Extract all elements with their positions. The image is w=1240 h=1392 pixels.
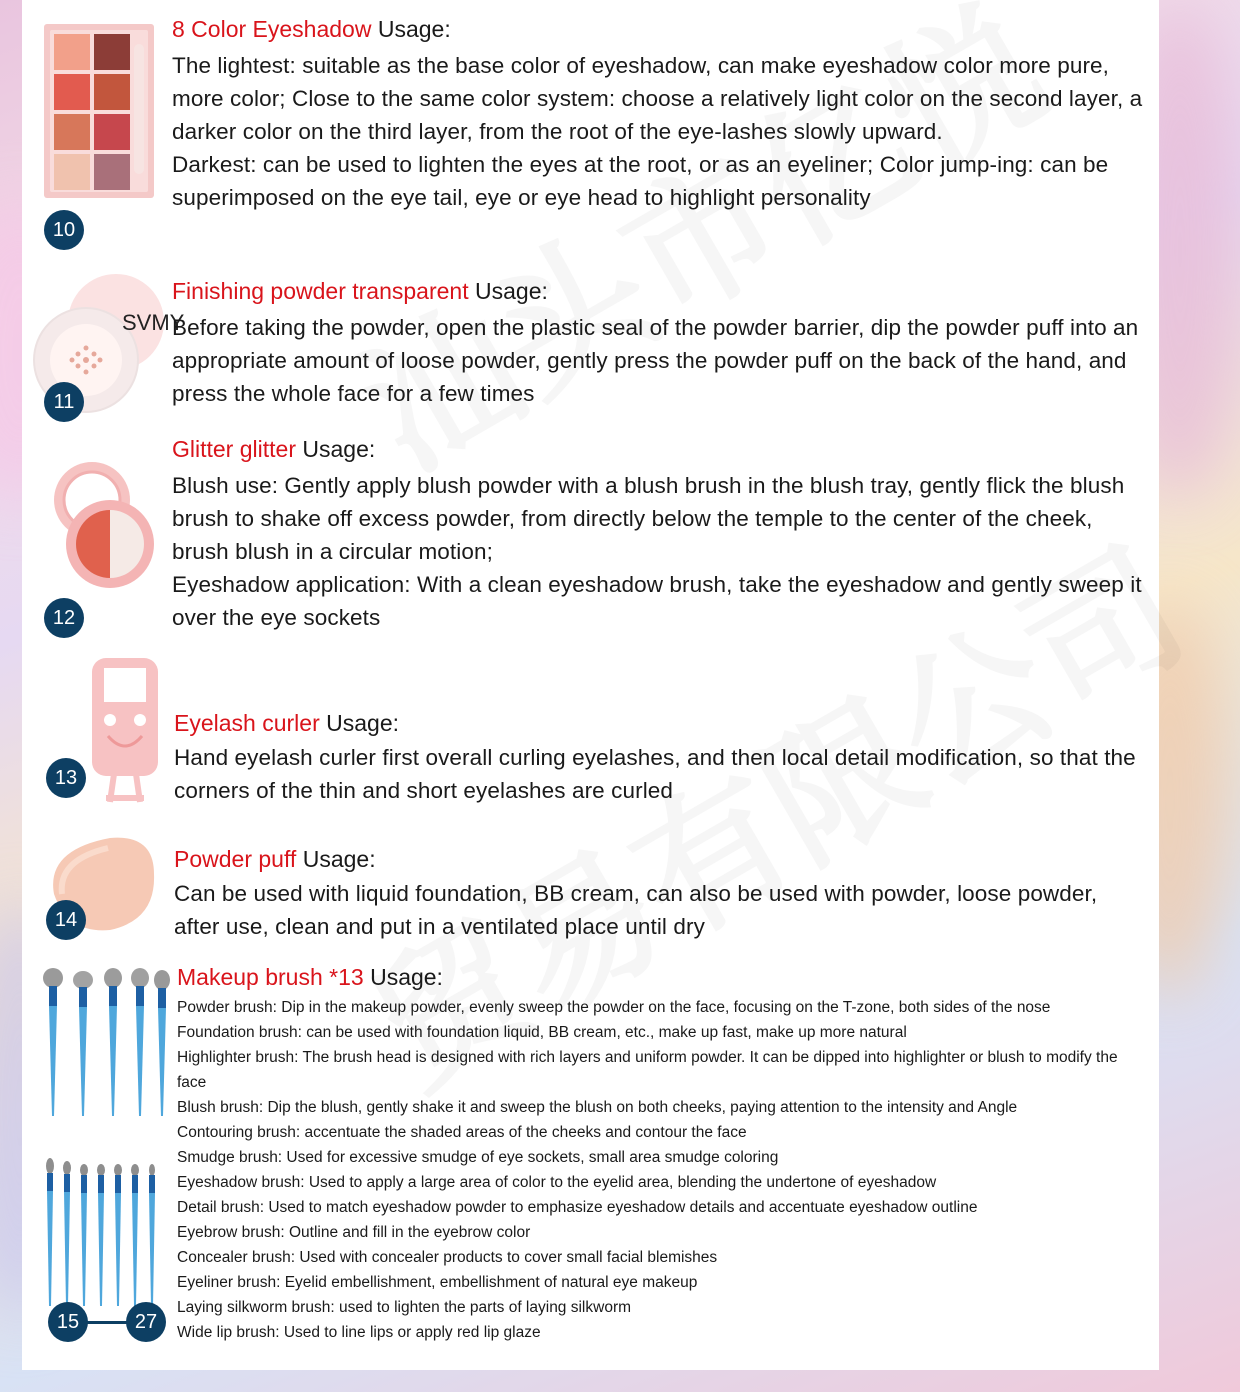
item-title: Makeup brush *13 xyxy=(177,964,364,990)
item-finishing-powder xyxy=(22,262,1159,422)
item-text xyxy=(172,276,1147,410)
item-title: Powder puff xyxy=(174,846,297,872)
usage-label: Usage: xyxy=(371,16,451,42)
item-title: Glitter glitter xyxy=(172,436,296,462)
brush-usage-line: Foundation brush: can be used with foundation liquid, BB cream, etc., make up fast, make up more natural xyxy=(177,1024,907,1041)
brush-usage-line: Contouring brush: accentuate the shaded areas of the cheeks and contour the face xyxy=(177,1124,747,1141)
item-paragraph: Darkest: can be used to lighten the eyes at the root, or as an eyeliner; Color jump-ing: can be superimposed on the eye tail, eye or eye head to highlight personality xyxy=(172,152,1109,210)
item-title: Eyelash curler xyxy=(174,710,320,736)
brush-usage-line: Powder brush: Dip in the makeup powder, evenly sweep the powder on the face, focusing on the T-zone, both sides of the nose xyxy=(177,999,1051,1016)
item-paragraph: The lightest: suitable as the base color of eyeshadow, can make eyeshadow color more pure, more color; Close to the same color system: choose a relatively light color on the second layer, a darker color on the third layer, from the root of the eye-lashes slowly upward. xyxy=(172,53,1143,144)
usage-label: Usage: xyxy=(363,964,443,990)
usage-label: Usage: xyxy=(468,278,548,304)
brush-usage-line: Laying silkworm brush: used to lighten the parts of laying silkworm xyxy=(177,1299,632,1316)
item-title: 8 Color Eyeshadow xyxy=(172,16,372,42)
range-connector xyxy=(86,1321,130,1324)
item-number-badge: 14 xyxy=(46,900,86,940)
brush-usage-line: Detail brush: Used to match eyeshadow powder to emphasize eyeshadow details and accentuate eyeshadow outline xyxy=(177,1199,978,1216)
item-number-badge: 11 xyxy=(44,382,84,422)
item-number-badge: 12 xyxy=(44,598,84,638)
item-text xyxy=(174,844,1147,943)
item-eyeshadow xyxy=(22,0,1159,260)
makeup-brush-set-icon xyxy=(38,966,173,1306)
item-powder-puff xyxy=(22,812,1159,952)
brush-usage-line: Blush brush: Dip the blush, gently shake it and sweep the blush on both cheeks, paying attention to the intensity and Angle xyxy=(177,1099,1018,1116)
item-text xyxy=(172,14,1147,214)
item-heading xyxy=(172,14,1147,44)
item-text xyxy=(174,708,1147,807)
item-makeup-brushes xyxy=(22,952,1159,1370)
item-text xyxy=(177,962,1147,1345)
item-number-badge: 27 xyxy=(126,1302,166,1342)
item-title: Finishing powder transparent xyxy=(172,278,469,304)
brush-usage-line: Eyeliner brush: Eyelid embellishment, embellishment of natural eye makeup xyxy=(177,1274,698,1291)
item-paragraph: Blush use: Gently apply blush powder with a blush brush in the blush tray, gently flick the blush brush to shake off excess powder, from directly below the temple to the center of the cheek, brush blush in a circular motion; xyxy=(172,473,1125,564)
brush-usage-line: Wide lip brush: Used to line lips or apply red lip glaze xyxy=(177,1324,541,1341)
item-paragraph: Can be used with liquid foundation, BB cream, can also be used with powder, loose powder, after use, clean and put in a ventilated place until dry xyxy=(174,881,1098,939)
item-heading xyxy=(174,844,1147,874)
item-heading xyxy=(172,276,1147,306)
brush-usage-line: Concealer brush: Used with concealer products to cover small facial blemishes xyxy=(177,1249,718,1266)
brand-logo: SVMY xyxy=(122,310,185,335)
item-heading xyxy=(177,962,1147,992)
content-panel xyxy=(22,0,1159,1370)
usage-label: Usage: xyxy=(296,846,376,872)
item-paragraph: Eyeshadow application: With a clean eyeshadow brush, take the eyeshadow and gently sweep it over the eye sockets xyxy=(172,572,1142,630)
item-number-badge: 13 xyxy=(46,758,86,798)
brush-usage-line: Smudge brush: Used for excessive smudge of eye sockets, small area smudge coloring xyxy=(177,1149,779,1166)
item-text xyxy=(172,434,1147,634)
item-heading xyxy=(174,708,1147,738)
blush-compact-icon xyxy=(44,460,156,590)
item-heading xyxy=(172,434,1147,464)
item-glitter xyxy=(22,422,1159,652)
item-eyelash-curler xyxy=(22,652,1159,812)
item-paragraph: Hand eyelash curler first overall curling eyelashes, and then local detail modification, so that the corners of the thin and short eyelashes are curled xyxy=(174,745,1136,803)
item-paragraph: Before taking the powder, open the plastic seal of the powder barrier, dip the powder puff into an appropriate amount of loose powder, gently press the powder puff on the back of the hand, and press the whole face for a few times xyxy=(172,315,1139,406)
usage-label: Usage: xyxy=(319,710,399,736)
item-number-badge: 10 xyxy=(44,210,84,250)
eyelash-curler-icon xyxy=(92,658,158,804)
brush-usage-line: Eyebrow brush: Outline and fill in the eyebrow color xyxy=(177,1224,531,1241)
usage-label: Usage: xyxy=(295,436,376,462)
brush-usage-line: Highlighter brush: The brush head is designed with rich layers and uniform powder. It can be dipped into highlighter or blush to modify the face xyxy=(177,1049,1118,1091)
brush-usage-line: Eyeshadow brush: Used to apply a large area of color to the eyelid area, blending the undertone of eyeshadow xyxy=(177,1174,937,1191)
item-number-badge: 15 xyxy=(48,1302,88,1342)
eyeshadow-palette-icon xyxy=(44,24,154,198)
